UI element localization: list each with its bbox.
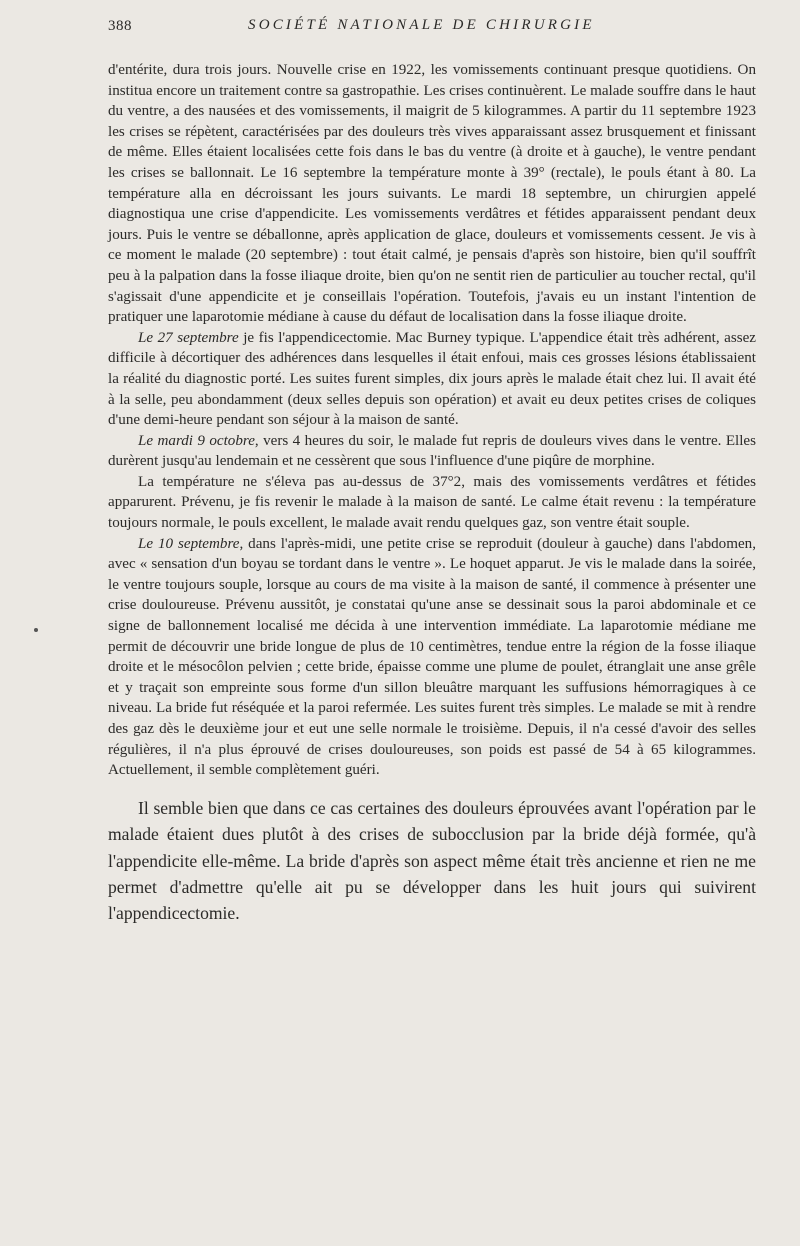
page-number: 388 xyxy=(108,18,132,34)
paragraph-appendicectomy xyxy=(108,328,756,431)
paragraph-laparotomy xyxy=(108,534,756,781)
margin-mark xyxy=(34,628,38,632)
paragraph-temperature: La température ne s'éleva pas au-dessus de 37°2, mais des vomissements verdâtres et fétides apparurent. Prévenu, je fis revenir le malade à la maison de santé. Le calme était revenu : la température toujours normale, le pouls excellent, le malade avait rendu quelques gaz, son ventre était souple. xyxy=(108,473,756,532)
date-10-septembre: Le 10 septembre xyxy=(138,535,240,552)
paragraph-appendicectomy-text: je fis l'appendicectomie. Mac Burney typique. L'appendice était très adhérent, assez difficile à décortiquer des adhérences dans lesquelles il était enfoui, mais ces grosses lésions établissaient la réalité du diagnostic porté. Les suites furent simples, dix jours après le malade était chez lui. Il avait été à la selle, peu abondamment (deux selles depuis son opération) et avait eu deux petites crises de coliques d'une demi-heure pendant son séjour à la maison de santé. xyxy=(108,329,756,429)
paragraph-conclusion: Il semble bien que dans ce cas certaines des douleurs éprouvées avant l'opération par le malade étaient dues plutôt à des crises de subocclusion par la bride déjà formée, qu'à l'appendicite elle-même. La bride d'après son aspect même était très ancienne et rien ne me permet d'admettre qu'elle ait pu se développer dans les huit jours qui suivirent l'appendicectomie. xyxy=(108,797,756,924)
article-body xyxy=(108,60,756,781)
paragraph-relapse-text: , vers 4 heures du soir, le malade fut repris de douleurs vives dans le ventre. Elles durèrent jusqu'au lendemain et ne cessèrent que sous l'influence d'une piqûre de morphine. xyxy=(108,432,757,470)
date-27-septembre: Le 27 septembre xyxy=(138,329,239,346)
paragraph-relapse xyxy=(108,431,756,472)
paragraph-laparotomy-text: , dans l'après-midi, une petite crise se reproduit (douleur à gauche) dans l'abdomen, avec « sensation d'un boyau se tordant dans le ventre ». Le hoquet apparut. Je vis le malade dans la soirée, le ventre toujours souple, lorsque au cours de ma visite à la maison de santé, il commence à présenter une crise douloureuse. Prévenu aussitôt, je constatai qu'une anse se dessinait sous la paroi abdominale et ce signe de ballonnement localisé me décida à une intervention immédiate. La laparotomie médiane me permit de découvrir une bride longue de plus de 10 centimètres, tendue entre la région de la fosse iliaque droite et le mésocôlon pelvien ; cette bride, épaisse comme une plume de poulet, étranglait une anse grêle et y traçait son empreinte sous forme d'un sillon bleuâtre marquant les suffusions hémorragiques à ce niveau. La bride fut réséquée et la paroi refermée. Les suites furent très simples. Le malade se mit à rendre des gaz dès le deuxième jour et eut une selle normale le troisième. Depuis, il n'a cessé d'avoir des selles régulières, il n'a plus éprouvé de crises douloureuses, son poids est passé de 54 à 65 kilogrammes. Actuellement, il semble complètement guéri. xyxy=(108,535,756,779)
conclusion-block xyxy=(108,795,756,927)
running-head xyxy=(108,14,756,40)
journal-title: SOCIÉTÉ NATIONALE DE CHIRURGIE xyxy=(248,17,595,33)
date-9-octobre: Le mardi 9 octobre xyxy=(138,432,255,449)
paragraph-history: d'entérite, dura trois jours. Nouvelle crise en 1922, les vomissements continuant presque quotidiens. On institua encore un traitement contre sa gastropathie. Les crises continuèrent. Le malade souffre dans le haut du ventre, a des nausées et des vomissements, il maigrit de 5 kilogrammes. A partir du 11 septembre 1923 les crises se répètent, caractérisées par des douleurs très vives apparaissant assez brusquement et finissant de même. Elles étaient localisées cette fois dans le bas du ventre (à droite et à gauche), le ventre pendant les crises se ballonnait. Le 16 septembre la température monte à 39° (rectale), le pouls étant à 80. La température alla en décroissant les jours suivants. Le mardi 18 septembre, un chirurgien appelé diagnostiqua une crise d'appendicite. Les vomissements verdâtres et fétides apparaissent pendant deux jours. Puis le ventre se déballonne, après application de glace, douleurs et vomissements cessent. Je vis à ce moment le malade (20 septembre) : tout était calmé, je pensais d'après son histoire, bien qu'il souffrît peu à la palpation dans la fosse iliaque droite, bien qu'on ne sentit rien de particulier au toucher rectal, qu'il s'agissait d'une appendicite et je conseillais l'opération. Toutefois, j'avais eu un instant l'intention de pratiquer une laparotomie médiane à cause du défaut de localisation dans la fosse iliaque droite. xyxy=(108,62,756,326)
